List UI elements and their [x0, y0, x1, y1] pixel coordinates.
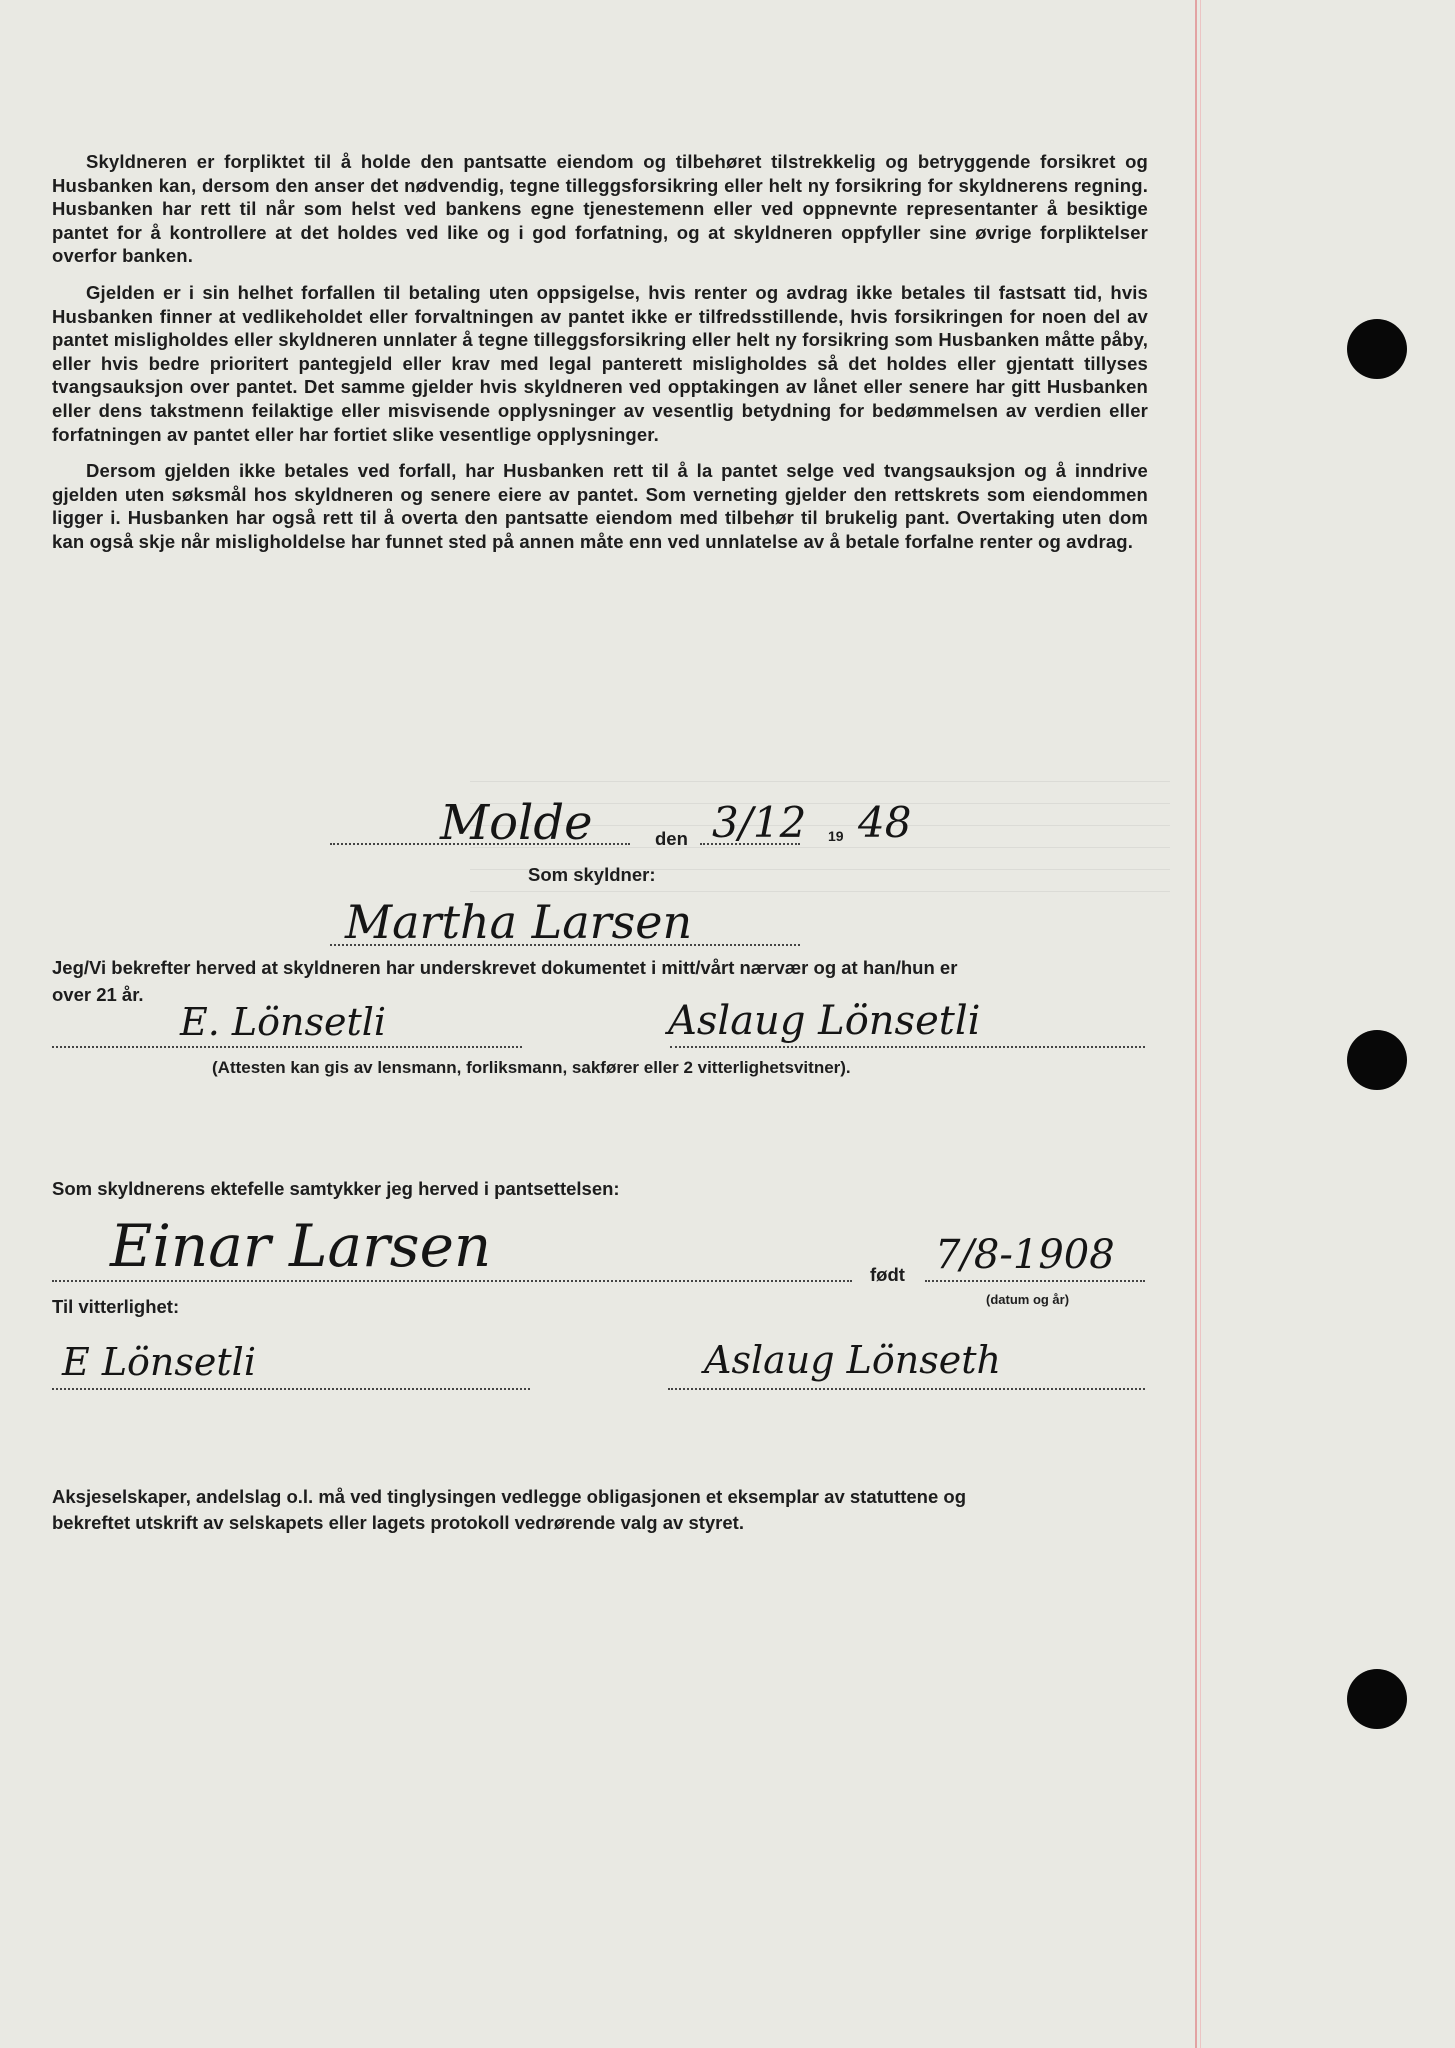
body-text — [52, 150, 1148, 567]
spouse-signature: Einar Larsen — [110, 1212, 492, 1280]
footer-line1: Aksjeselskaper, andelslag o.l. må ved tinglysingen vedlegge obligasjonen et eksemplar av statuttene og — [52, 1486, 967, 1507]
vitterlighet-label: Til vitterlighet: — [52, 1296, 180, 1317]
witness-statement-line1: Jeg/Vi bekrefter herved at skyldneren har underskrevet dokumentet i mitt/vårt nærvær og at han/hun er — [52, 957, 958, 978]
year-handwritten: 48 — [858, 798, 912, 847]
witness-line-left — [52, 1046, 522, 1048]
den-label: den — [655, 828, 688, 849]
spouse-consent: Som skyldnerens ektefelle samtykker jeg herved i pantsettelsen: — [52, 1178, 620, 1199]
place-handwritten: Molde — [440, 795, 593, 851]
year-prefix: 19 — [828, 828, 844, 844]
witness-note: (Attesten kan gis av lensmann, forliksmann, sakfører eller 2 vitterlighetsvitner). — [212, 1058, 851, 1077]
date-hint: (datum og år) — [986, 1292, 1070, 1307]
vitterlighet-line-left — [52, 1388, 530, 1390]
paragraph-insurance: Skyldneren er forpliktet til å holde den pantsatte eiendom og tilbehøret tilstrekkelig og betryggende forsikret og Husbanken kan, dersom den anser det nødvendig, tegne tilleggsforsikring eller helt ny forsikring for skyldnerens regning. Husbanken har rett til når som helst ved bankens egne tjenestemenn eller ved oppnevnte representanter å besiktige pantet for å kontrollere at det holdes ved like og i god forfatning, og at skyldneren oppfyller sine øvrige forpliktelser overfor banken. — [52, 151, 1148, 267]
born-label: født — [870, 1264, 905, 1285]
spouse-signature-line — [52, 1280, 852, 1282]
vitterlighet-line-right — [668, 1388, 1145, 1390]
vitterlighet-signature-2: Aslaug Lönseth — [704, 1338, 1001, 1382]
margin-rule — [1195, 0, 1197, 2048]
witness-signature-1: E. Lönsetli — [180, 1000, 387, 1044]
punch-hole-middle — [1347, 1030, 1407, 1090]
born-dotted-line — [925, 1280, 1145, 1282]
witness-signature-2: Aslaug Lönsetli — [668, 998, 981, 1044]
footer-line2: bekreftet utskrift av selskapets eller lagets protokoll vedrørende valg av styret. — [52, 1512, 744, 1533]
witness-statement-line2: over 21 år. — [52, 984, 144, 1005]
debtor-signature: Martha Larsen — [345, 895, 693, 949]
debtor-label: Som skyldner: — [528, 864, 656, 885]
paragraph-foreclosure: Dersom gjelden ikke betales ved forfall, har Husbanken rett til å la pantet selge ved tvangsauksjon og å inndrive gjelden uten søksmål hos skyldneren og senere eiere av pantet. Som verneting gjelder den rettskrets som eiendommen ligger i. Husbanken har også rett til å overta den pantsatte eiendom med tilbehør til brukelig pant. Overtaking uten dom kan også skje når misligholdelse har funnet sted på annen måte enn ved unnlatelse av å betale forfalne renter og avdrag. — [52, 460, 1148, 552]
punch-hole-bottom — [1347, 1669, 1407, 1729]
margin-rule-secondary — [1200, 0, 1201, 2048]
punch-hole-top — [1347, 319, 1407, 379]
date-handwritten: 3/12 — [712, 798, 807, 847]
vitterlighet-signature-1: E Lönsetli — [62, 1340, 256, 1384]
paragraph-default: Gjelden er i sin helhet forfallen til betaling uten oppsigelse, hvis renter og avdrag ikke betales til fastsatt tid, hvis Husbanken finner at vedlikeholdet eller forvaltningen av pantet ikke er tilfredsstillende, hvis forsikringen for noen del av pantet misligholdes eller skyldneren unnlater å tegne tilleggsforsikring eller helt ny forsikring som Husbanken måtte påby, eller hvis bedre prioritert pantegjeld eller krav med legal panterett misligholdes så det holdes eller gjentatt tillyses tvangsauksjon over pantet. Det samme gjelder hvis skyldneren ved opptakingen av lånet eller senere har gitt Husbanken eller dens takstmenn feilaktige eller misvisende opplysninger av vesentlig betydning for bedømmelsen av verdien eller forfatningen av pantet eller har fortiet slike vesentlige opplysninger. — [52, 281, 1148, 445]
born-handwritten: 7/8-1908 — [935, 1232, 1115, 1278]
witness-line-right — [670, 1046, 1145, 1048]
